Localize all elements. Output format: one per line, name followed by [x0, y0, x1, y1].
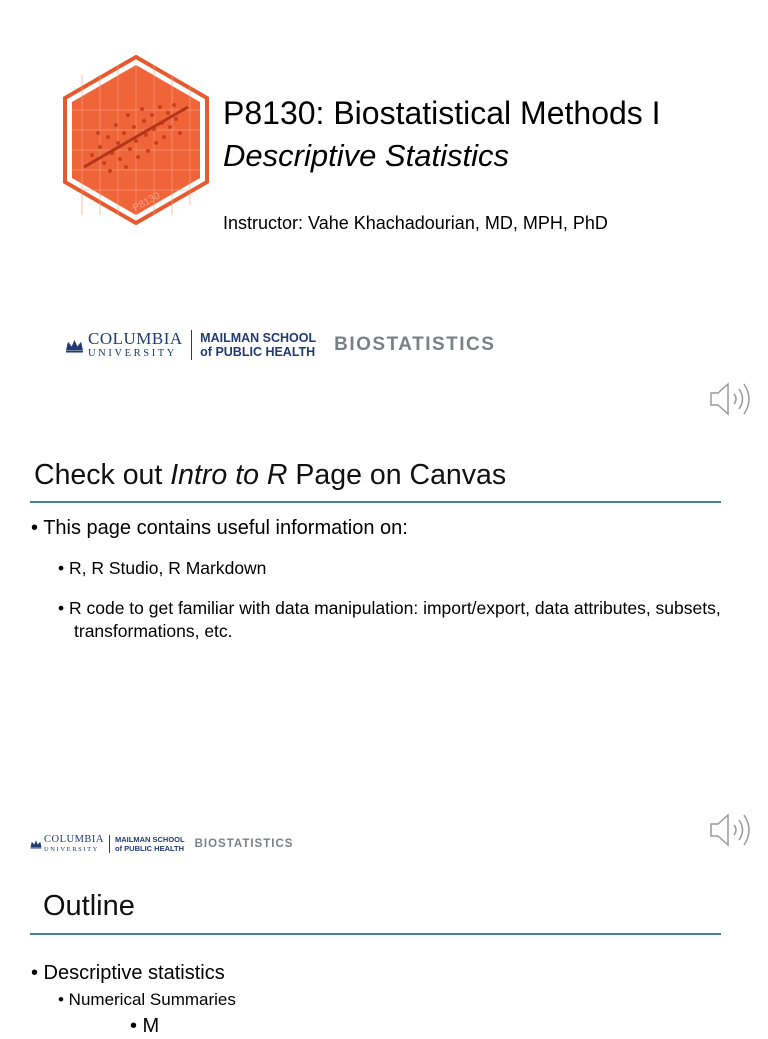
columbia-wordmark	[44, 835, 104, 853]
crown-icon	[30, 839, 42, 849]
slide-title: P8130: Biostatistical Methods I	[223, 95, 661, 131]
sub-sub-bullet-item: • M	[130, 1015, 160, 1037]
mailman-line1: MAILMAN SCHOOL	[115, 835, 185, 844]
speaker-icon[interactable]	[708, 379, 754, 419]
biostatistics-label: BIOSTATISTICS	[334, 334, 496, 355]
mailman-wordmark	[115, 836, 185, 852]
sub-bullet-item: • Numerical Summaries	[58, 990, 236, 1009]
instructor-line: Instructor: Vahe Khachadourian, MD, MPH, PhD	[223, 213, 608, 233]
columbia-name: COLUMBIA	[88, 329, 183, 349]
slide3-title: Outline	[43, 890, 135, 922]
bullet-item: • This page contains useful information on:	[31, 517, 408, 539]
slide2-title-post: Page on Canvas	[287, 459, 507, 491]
university-branding	[65, 330, 495, 360]
slide2-title-pre: Check out	[34, 459, 171, 491]
mailman-line2: of PUBLIC HEALTH	[200, 345, 316, 359]
crown-icon	[65, 338, 84, 353]
sub-bullet-item: • R code to get familiar with data manipulation: import/export, data attributes, subsets, transformations, etc.	[58, 598, 721, 641]
bullet-item: • Descriptive statistics	[31, 962, 225, 984]
mailman-wordmark	[200, 332, 316, 359]
speaker-icon[interactable]	[708, 810, 754, 850]
biostatistics-label: BIOSTATISTICS	[194, 838, 294, 850]
columbia-wordmark	[88, 330, 183, 360]
university-label: UNIVERSITY	[44, 845, 99, 853]
mailman-line2: of PUBLIC HEALTH	[115, 843, 185, 853]
brand-divider	[191, 330, 193, 360]
sub-bullet-item: • R, R Studio, R Markdown	[58, 558, 267, 578]
course-hex-logo	[62, 55, 210, 225]
slide2-title	[34, 456, 506, 494]
university-branding	[30, 835, 293, 853]
slide2-title-em: Intro to R	[170, 459, 288, 491]
brand-divider	[109, 835, 110, 853]
logo-text: P8130	[131, 190, 162, 214]
university-label: UNIVERSITY	[88, 348, 177, 360]
slide-subtitle: Descriptive Statistics	[223, 138, 509, 173]
title-underline	[30, 933, 721, 935]
columbia-name: COLUMBIA	[44, 834, 105, 845]
title-underline	[30, 501, 721, 503]
mailman-line1: MAILMAN SCHOOL	[200, 330, 317, 345]
